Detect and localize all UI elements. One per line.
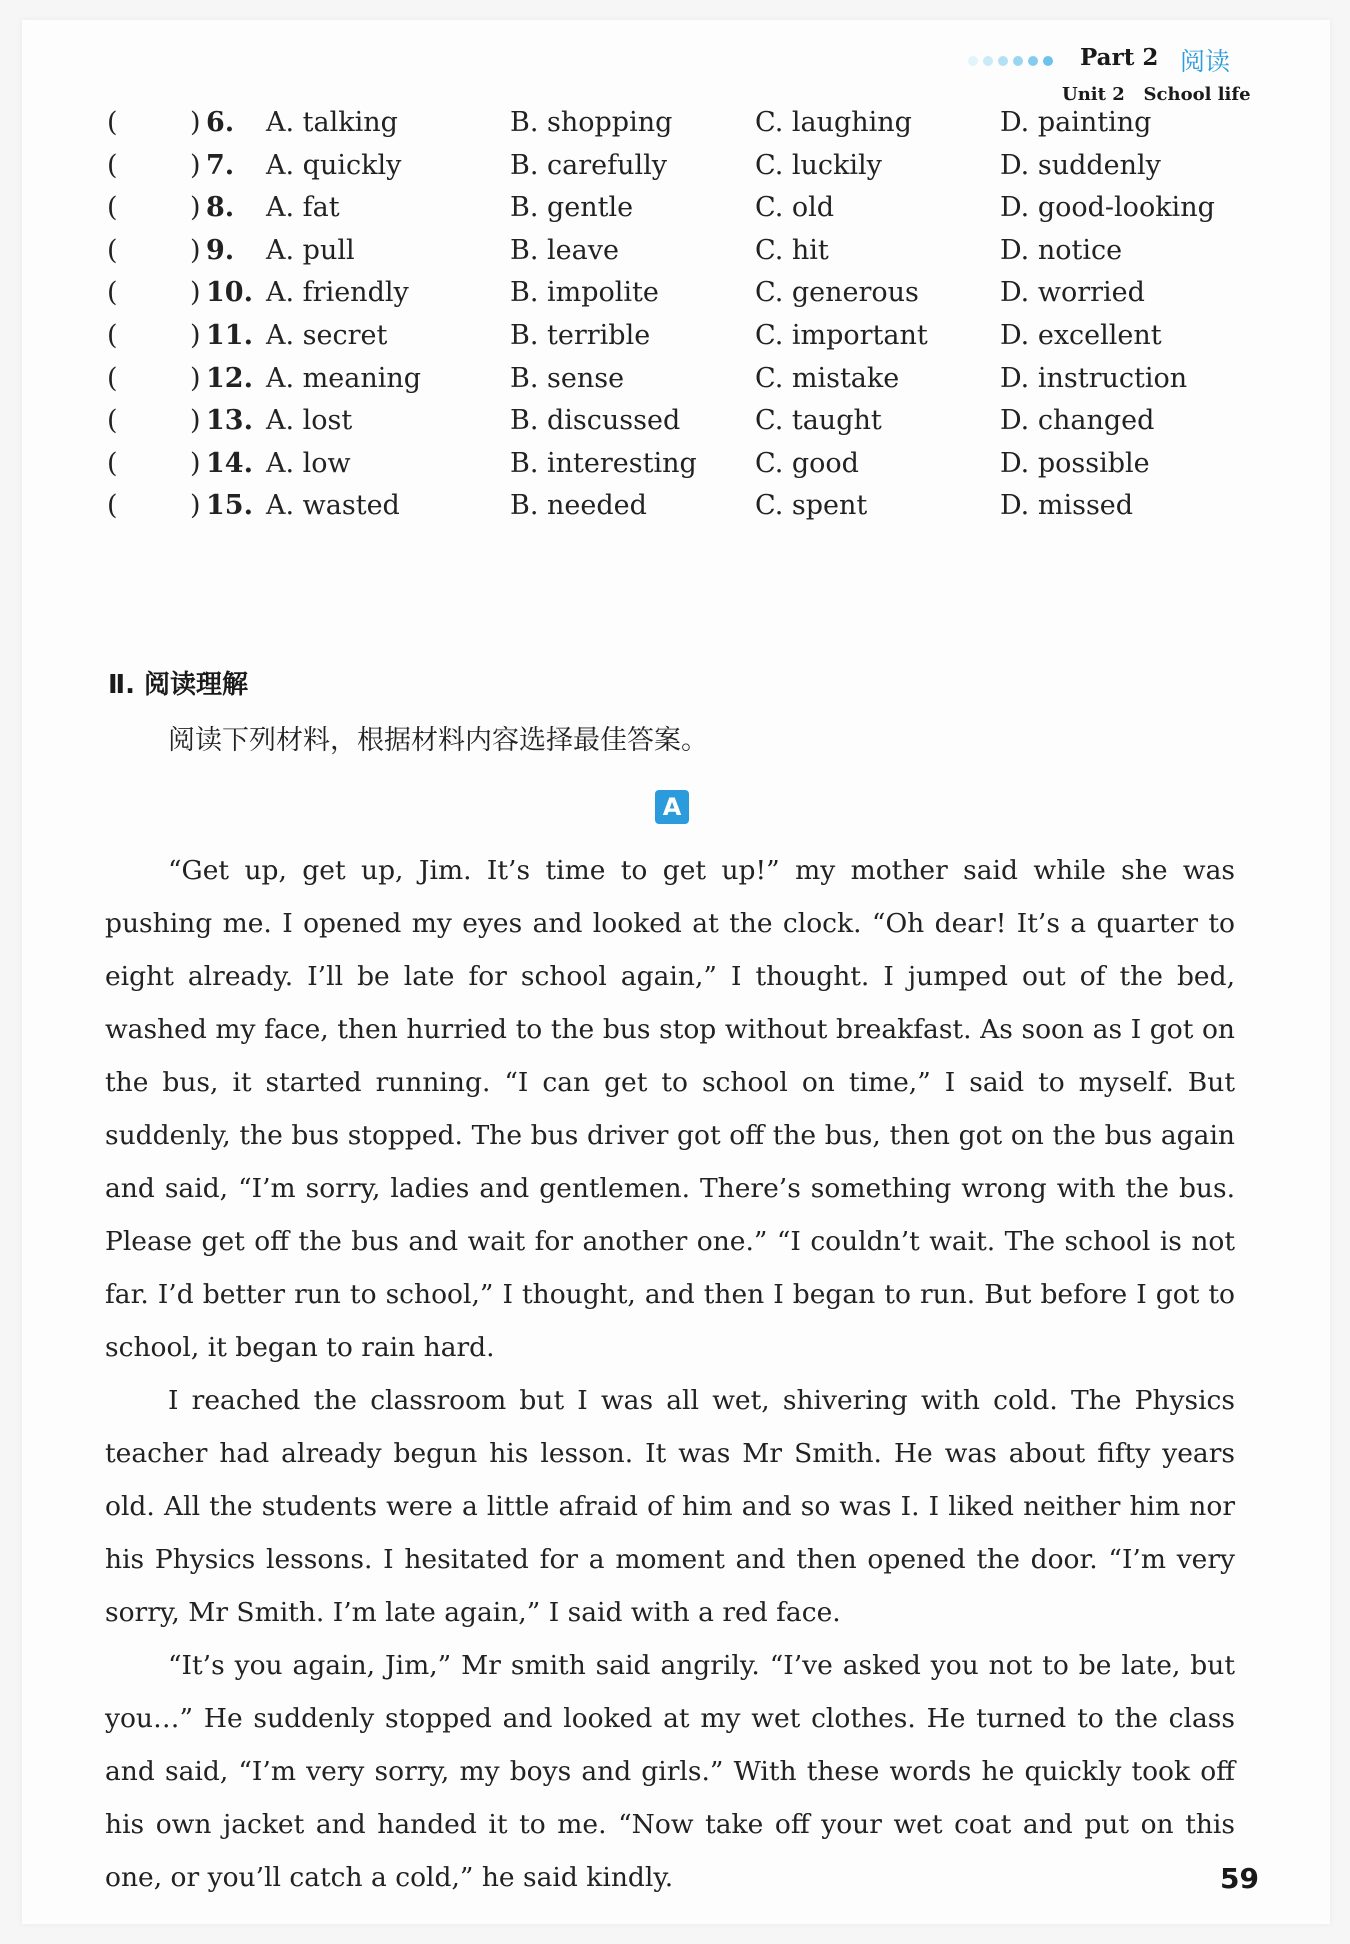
- option-c: C. old: [755, 192, 835, 224]
- option-c: C. spent: [755, 490, 868, 522]
- header-dot: [1043, 56, 1053, 66]
- header-unit: [1062, 84, 1251, 105]
- answer-paren-close: ): [190, 447, 201, 479]
- passage-paragraph: “It’s you again, Jim,” Mr smith said angrily. “I’ve asked you not to be late, but you…” He suddenly stopped and looked at my wet clothes. He turned to the class and said, “I’m very sorry, my boys and girls.” With these words he quickly took off his own jacket and handed it to me. “Now take off your wet coat and put on this one, or you’ll catch a cold,” he said kindly.: [105, 1650, 1235, 1893]
- answer-paren-open: (: [107, 490, 118, 522]
- question-number: 13.: [206, 405, 253, 437]
- answer-paren-close: ): [190, 149, 201, 181]
- answer-paren-open: (: [107, 277, 118, 309]
- answer-paren-close: ): [190, 107, 201, 138]
- question-row: [0, 363, 1350, 403]
- option-b: B. shopping: [510, 107, 673, 138]
- option-a: A. fat: [266, 192, 340, 224]
- header-dot: [968, 56, 978, 66]
- option-a: A. talking: [266, 107, 398, 138]
- header-dot: [983, 56, 993, 66]
- header-dots: [968, 56, 1053, 66]
- answer-paren-open: (: [107, 234, 118, 266]
- option-b: B. impolite: [510, 277, 659, 309]
- answer-paren-open: (: [107, 447, 118, 479]
- question-row: [0, 107, 1350, 147]
- option-d: D. possible: [1000, 447, 1150, 479]
- option-c: C. luckily: [755, 149, 882, 181]
- answer-paren-close: ): [190, 320, 201, 351]
- option-a: A. friendly: [266, 277, 409, 309]
- answer-paren-close: ): [190, 490, 201, 522]
- answer-paren-close: ): [190, 234, 201, 266]
- option-a: A. pull: [266, 234, 355, 266]
- option-b: B. needed: [510, 490, 647, 522]
- passage-paragraph: I reached the classroom but I was all wet, shivering with cold. The Physics teacher had already begun his lesson. It was Mr Smith. He was about fifty years old. All the students were a little afraid of him and so was I. I liked neither him nor his Physics lessons. I hesitated for a moment and then opened the door. “I’m very sorry, Mr Smith. I’m late again,” I said with a red face.: [105, 1385, 1235, 1628]
- option-c: C. good: [755, 447, 859, 479]
- reading-passage: [105, 844, 1235, 1904]
- answer-paren-open: (: [107, 405, 118, 437]
- answer-paren-close: ): [190, 405, 201, 437]
- option-b: B. gentle: [510, 192, 634, 224]
- option-a: A. lost: [266, 405, 353, 437]
- question-row: [0, 490, 1350, 530]
- header-unit-number: Unit 2: [1062, 84, 1125, 105]
- section-title: Ⅱ. 阅读理解: [108, 670, 249, 700]
- header-dot: [998, 56, 1008, 66]
- option-b: B. interesting: [510, 447, 697, 479]
- question-number: 7.: [206, 149, 235, 181]
- option-c: C. taught: [755, 405, 882, 437]
- question-row: [0, 448, 1350, 488]
- question-number: 9.: [206, 234, 235, 266]
- passage-paragraph: “Get up, get up, Jim. It’s time to get up!” my mother said while she was pushing me. I opened my eyes and looked at the clock. “Oh dear! It’s a quarter to eight already. I’ll be late for school again,” I thought. I jumped out of the bed, washed my face, then hurried to the bus stop without breakfast. As soon as I got on the bus, it started running. “I can get to school on time,” I said to myself. But suddenly, the bus stopped. The bus driver got off the bus, then got on the bus again and said, “I’m sorry, ladies and gentlemen. There’s something wrong with the bus. Please get off the bus and wait for another one.” “I couldn’t wait. The school is not far. I’d better run to school,” I thought, and then I began to run. But before I got to school, it began to rain hard.: [105, 855, 1235, 1363]
- question-number: 11.: [206, 320, 253, 351]
- option-a: A. secret: [266, 320, 388, 351]
- option-c: C. generous: [755, 277, 919, 309]
- option-c: C. laughing: [755, 107, 912, 138]
- option-b: B. discussed: [510, 405, 681, 437]
- option-d: D. excellent: [1000, 320, 1162, 351]
- header-unit-title: School life: [1143, 84, 1251, 105]
- header-section-label: 阅读: [1180, 47, 1231, 76]
- header-dot: [1028, 56, 1038, 66]
- option-a: A. wasted: [266, 490, 400, 522]
- question-row: [0, 320, 1350, 360]
- question-number: 15.: [206, 490, 253, 522]
- question-row: [0, 150, 1350, 190]
- question-number: 12.: [206, 362, 253, 394]
- option-d: D. notice: [1000, 234, 1123, 266]
- answer-paren-open: (: [107, 149, 118, 181]
- section-instruction: 阅读下列材料，根据材料内容选择最佳答案。: [168, 725, 708, 756]
- question-row: [0, 277, 1350, 317]
- answer-paren-close: ): [190, 362, 201, 394]
- option-a: A. quickly: [266, 149, 402, 181]
- question-number: 14.: [206, 447, 253, 479]
- option-b: B. carefully: [510, 149, 668, 181]
- answer-paren-open: (: [107, 320, 118, 351]
- question-number: 8.: [206, 192, 235, 224]
- page-number: 59: [1220, 1862, 1259, 1895]
- option-d: D. good-looking: [1000, 192, 1215, 224]
- answer-paren-close: ): [190, 192, 201, 224]
- answer-paren-open: (: [107, 192, 118, 224]
- option-d: D. painting: [1000, 107, 1152, 138]
- option-a: A. meaning: [266, 362, 422, 394]
- option-c: C. mistake: [755, 362, 900, 394]
- question-row: [0, 405, 1350, 445]
- option-b: B. terrible: [510, 320, 651, 351]
- question-number: 10.: [206, 277, 253, 309]
- option-c: C. hit: [755, 234, 829, 266]
- option-b: B. leave: [510, 234, 619, 266]
- option-a: A. low: [266, 447, 351, 479]
- answer-paren-open: (: [107, 107, 118, 138]
- answer-paren-open: (: [107, 362, 118, 394]
- passage-badge: A: [655, 790, 689, 824]
- question-row: [0, 235, 1350, 275]
- header-dot: [1013, 56, 1023, 66]
- question-number: 6.: [206, 107, 235, 138]
- option-c: C. important: [755, 320, 928, 351]
- option-d: D. missed: [1000, 490, 1134, 522]
- option-b: B. sense: [510, 362, 625, 394]
- option-d: D. instruction: [1000, 362, 1188, 394]
- option-d: D. worried: [1000, 277, 1145, 309]
- question-row: [0, 192, 1350, 232]
- option-d: D. changed: [1000, 405, 1155, 437]
- header-part-label: Part 2: [1080, 44, 1159, 71]
- answer-paren-close: ): [190, 277, 201, 309]
- option-d: D. suddenly: [1000, 149, 1161, 181]
